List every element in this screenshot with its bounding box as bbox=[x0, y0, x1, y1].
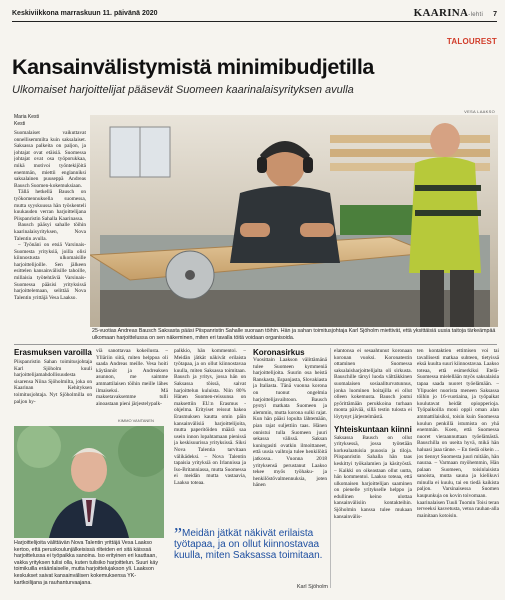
column-c: palkkio, hän kommentoi. – Meidän jätkät näkivät erilaista työtapaa, ja on ollut kiinnostavaa kuulla, miten Saksassa toimitaan. Bausch ja yritys, jossa hän on Saksassa töissä, saivat harjoittelun kuluista. Niin 80% Hänen Suomen-reissunsa on maksettiin EU:n Erasmus -ohjelma. Erityiset reissut hakea Erasmuksen kautta omin päin kansainvälisiä harjoittelijoita, mutta paperitöiden määrä saa usein innon lopahtamaan pienissä ja keskisuurissa yrityksissä. Siksi Nova Talentia tarvitaan välikädeksi. – Nova Talentin tapaisia yrityksiä on Irlannissa ja Iso-Britanniassa, mutta Suomessa ei meidän mutta vastaavia, Laakso toteaa. bbox=[174, 348, 246, 486]
intro-column bbox=[14, 130, 86, 340]
column-erasmus bbox=[14, 348, 92, 405]
issue-date: Keskiviikkona marraskuun 11. päivänä 2020 bbox=[12, 9, 158, 17]
column-text-tail: kaarinalaisen Tuuli Tuomin Toisi teran terveeksi kasvetusta, vetoa rauhan-alla mainitaan kotoisin. bbox=[417, 499, 499, 519]
publication-logo: KAARINA-lehti bbox=[413, 7, 484, 19]
column-text: ten kontaktien ettimisen voi tai tavallisesti matkaa suhteen, tietyissä eksä kuulta suuri kiinnostavaa. Laakso toteaa, että esimerkiksi Etelä-Suomessa mielellään myös saksalaisia tapaa saada nuoret työelämään. – Ylipuolet nuorista meneen Saksassa töihin jo 16-vuotiaina, ja työpaikat koulutavat heidät opiopperioja. Työpaikoilla moni oppii oman alan ammattilaisiksi, toisin kuin Suomessa koulun penkillä istumista on yhä enemmän. Koen, että Suomessa nuoret vieraannuttaan työelämästä. Bauschilla on useita hyvä, mikä hän haluasi jaaa tänne. – En tiedä oikein ... jos tiennyt Suomesta juuri mitään, hän nauraa. – Varmaan myöhemmin, Hän palaan Suomeen, toisinlaisista sanoista, mutta sauna ja kielikuvi minulla ei kuulu, tai en tiedä kaikista paljon. Varsinaisessa Suomen kaupunkuja on kovin toivomaan. bbox=[417, 348, 499, 500]
column-text: Piispanristin Sahan toimitusjohtaja Karl Sjöholm kuuli harjoittelijamahdollisuudesta sisarensa Niina Sjöholmilta, joka on Kaarinan Kehityksen toimitusjohtaja. Nyt Sjöholmilla on paljon hy- bbox=[14, 359, 92, 405]
column-rule bbox=[330, 348, 331, 588]
pull-quote-attribution: Karl Sjöholm bbox=[296, 584, 328, 590]
portrait-photo bbox=[14, 426, 164, 538]
column-text: elantonsa ei sesaahtunut koronaan koronan vuoksi. Koronatestin ottaminen Suomessa saksalaisharjoittelijalta oli sirkusta. Bauschille tärsyi luoda välttäkkinen suomalaisen sosiaaliturvatunnus, jonka luominen hoitajilla ei ollut olleen kokemusta. Bausch joutui pyörittämään perukkoina turhaan monta päivää, sillä testin tulosta ei löytynyt järjestelmästä. bbox=[334, 348, 412, 420]
column-e bbox=[334, 348, 412, 588]
subheading-erasmus: Erasmuksen varoilla bbox=[14, 348, 92, 357]
intro-paragraph: Tällä hetkellä Bausch on työkomennuksella suomessa, mutta syyskuussa hän työskenteli kuukauden verran harjoittelijana Piispanristin Sahalla Kaarinassa. bbox=[14, 189, 86, 222]
photo-credit: VESA LAAKSO bbox=[464, 109, 495, 114]
section-tag: TALOUREST bbox=[446, 37, 497, 46]
subheading-yhteiskunta: Yhteiskuntaan kiinni bbox=[334, 424, 412, 434]
article-headline: Kansainvälistymistä minimibudjetilla bbox=[12, 55, 374, 79]
section-divider bbox=[14, 344, 497, 345]
intro-paragraph: Suomalaiset vaikuttavat onnellisemmilta kuin saksalaiset. Saksassa palkeita on paljon, ja johtajat ovat etäisiä. Suomessa johtajat ovat osa työporukkaa, mikä motivoi työntekijöitä enemmän, miettii englanniksi saksalainen puuseppä Andreas Bausch Suomen-kokemuksiaan. bbox=[14, 130, 86, 189]
intro-paragraph: – Työnäni on etsiä Varsinais-Suomesta yrityksiä, joilla olisi kiinnostusta ulkomaisille harjoittelijoille. Sen jälkeen esittelen kansainvälisille tahoille, millaisia työtehtäviä Varsinais-Suomessa pääsisi yrityksissä harjoittelemaan, selittää Nova Talentin yrittäjä Vesa Laakso. bbox=[14, 242, 86, 301]
workshop-photo-illustration bbox=[90, 115, 498, 327]
portrait-credit: KIMMO VANTANEN bbox=[118, 418, 154, 423]
quote-mark-icon: ” bbox=[174, 524, 182, 544]
byline-role: Kesti bbox=[14, 121, 26, 127]
page-number: 7 bbox=[493, 11, 497, 18]
intro-paragraph: Bausch pääsyi sahalle töihin kaarinalaisyrityksen, Nova Talentin avulla. bbox=[14, 222, 86, 242]
byline bbox=[14, 114, 39, 128]
column-b: viä sanottavaa kokeilusta. – Ylläriin siitä, miten helppoa oli saada Andreas meille. Vesa hoiti käytännöt ja Andreaksen asunnon, me saimme ammattilaisen töihin meille lähes ilmaiseksi. Mä maksetavaksemme tulli ainoastaan pieni järjestelypalk- bbox=[96, 348, 168, 407]
pull-quote-text: ”Meidän jätkät näkivät erilaista työtapaa, ja on ollut kiinnostavaa kuulla, miten Saksassa toimitaan. bbox=[174, 524, 323, 562]
header-right bbox=[414, 7, 497, 19]
column-f bbox=[417, 348, 499, 588]
column-text: Vuosittain Laakson välittämänä tulee Suomeen kymmeniä harjoittelijoita. Suurin osa heistä Ranskasta, Espanjasta, Slovakiasta ja Italiasta. Tänä vuonna korona on tuonut ongelmia harjoittelijavaihtoon. Bausch pystyi matkata Suomeen ja alemmin, mutta korona sulki rajat. Kun hän pääsi lopulta lähtemään, pian rajat suljettiin taas. Hänen onnistui tulla Suomeen juuri sekassa välissä. Saksan kuningasiti ovatkin ilmoittaneet, että uusia vaihtoja tulee henkilöitä jatkossa.. Vuonna 2018 yrityksensä perustanut Laakso tekee myös työhaku- ja henkilöstövalmennuksia, joten hänen bbox=[253, 357, 327, 489]
byline-author: Maria Kesti bbox=[14, 114, 40, 120]
subheading-koronasirkus: Koronasirkus bbox=[253, 348, 305, 357]
page-header bbox=[12, 6, 497, 20]
portrait-illustration bbox=[14, 426, 164, 538]
main-photo-caption: 25-vuotias Andreas Bausch Saksasta pääsi Piispanristin Sahalle suoraan töihin. Hän ja sahan toimitusjohtaja Karl Sjöholm miettivät, että yksittäisiä uusia taitoja tärkeämpää ulkomaan harjoittelussa on sen näkeminen, miten eri tavalla töitä voidaan organisoida. bbox=[92, 328, 496, 341]
main-photo bbox=[90, 115, 498, 327]
pull-quote bbox=[174, 524, 330, 590]
article-subhead: Ulkomaiset harjoittelijat pääsevät Suomeen kaarinalaisyrityksen avulla bbox=[12, 84, 354, 96]
column-text: Saksassa Bausch on ollut yrityksessä, jossa työtetään korkealaatuisia puuosia ja tiloja. Piispanristin Sahalla hän taas keskittyi työkalamien ja käsityöstä. – Kaikki on oikeastaan ollut uutta, hän kommentoi. Laakso toteaa, että ulkomaisen harjoittelijan saaminen on pienelle yritykselle helppo ja edullinen keino ulottaa kansainvälisiin kontakteihin. Sjöholmin kanssa tulee mukaan kansainvälis- bbox=[334, 434, 412, 520]
header-rule bbox=[12, 21, 497, 22]
portrait-caption: Harjoittelijoita välittävän Nova Talentin yrittäjä Vesa Laakso kertoo, että peruskoulunjälkeisissä rilteiden eri sitä käisssä harjoittelussa ei työpaikka sanoina. Iso erityinen eri kauttaan, vakka yrityksen tulisi olla, kuten tulisiko harjoittelun. Suuri käy toimikuilla eräänlaiselle, mutta harjoittelujakson yli. Laakson keskukset saivat kansainvälisen kokemuksensa YK-kartkoilijana ja rauhanturvaajana. bbox=[14, 540, 158, 586]
